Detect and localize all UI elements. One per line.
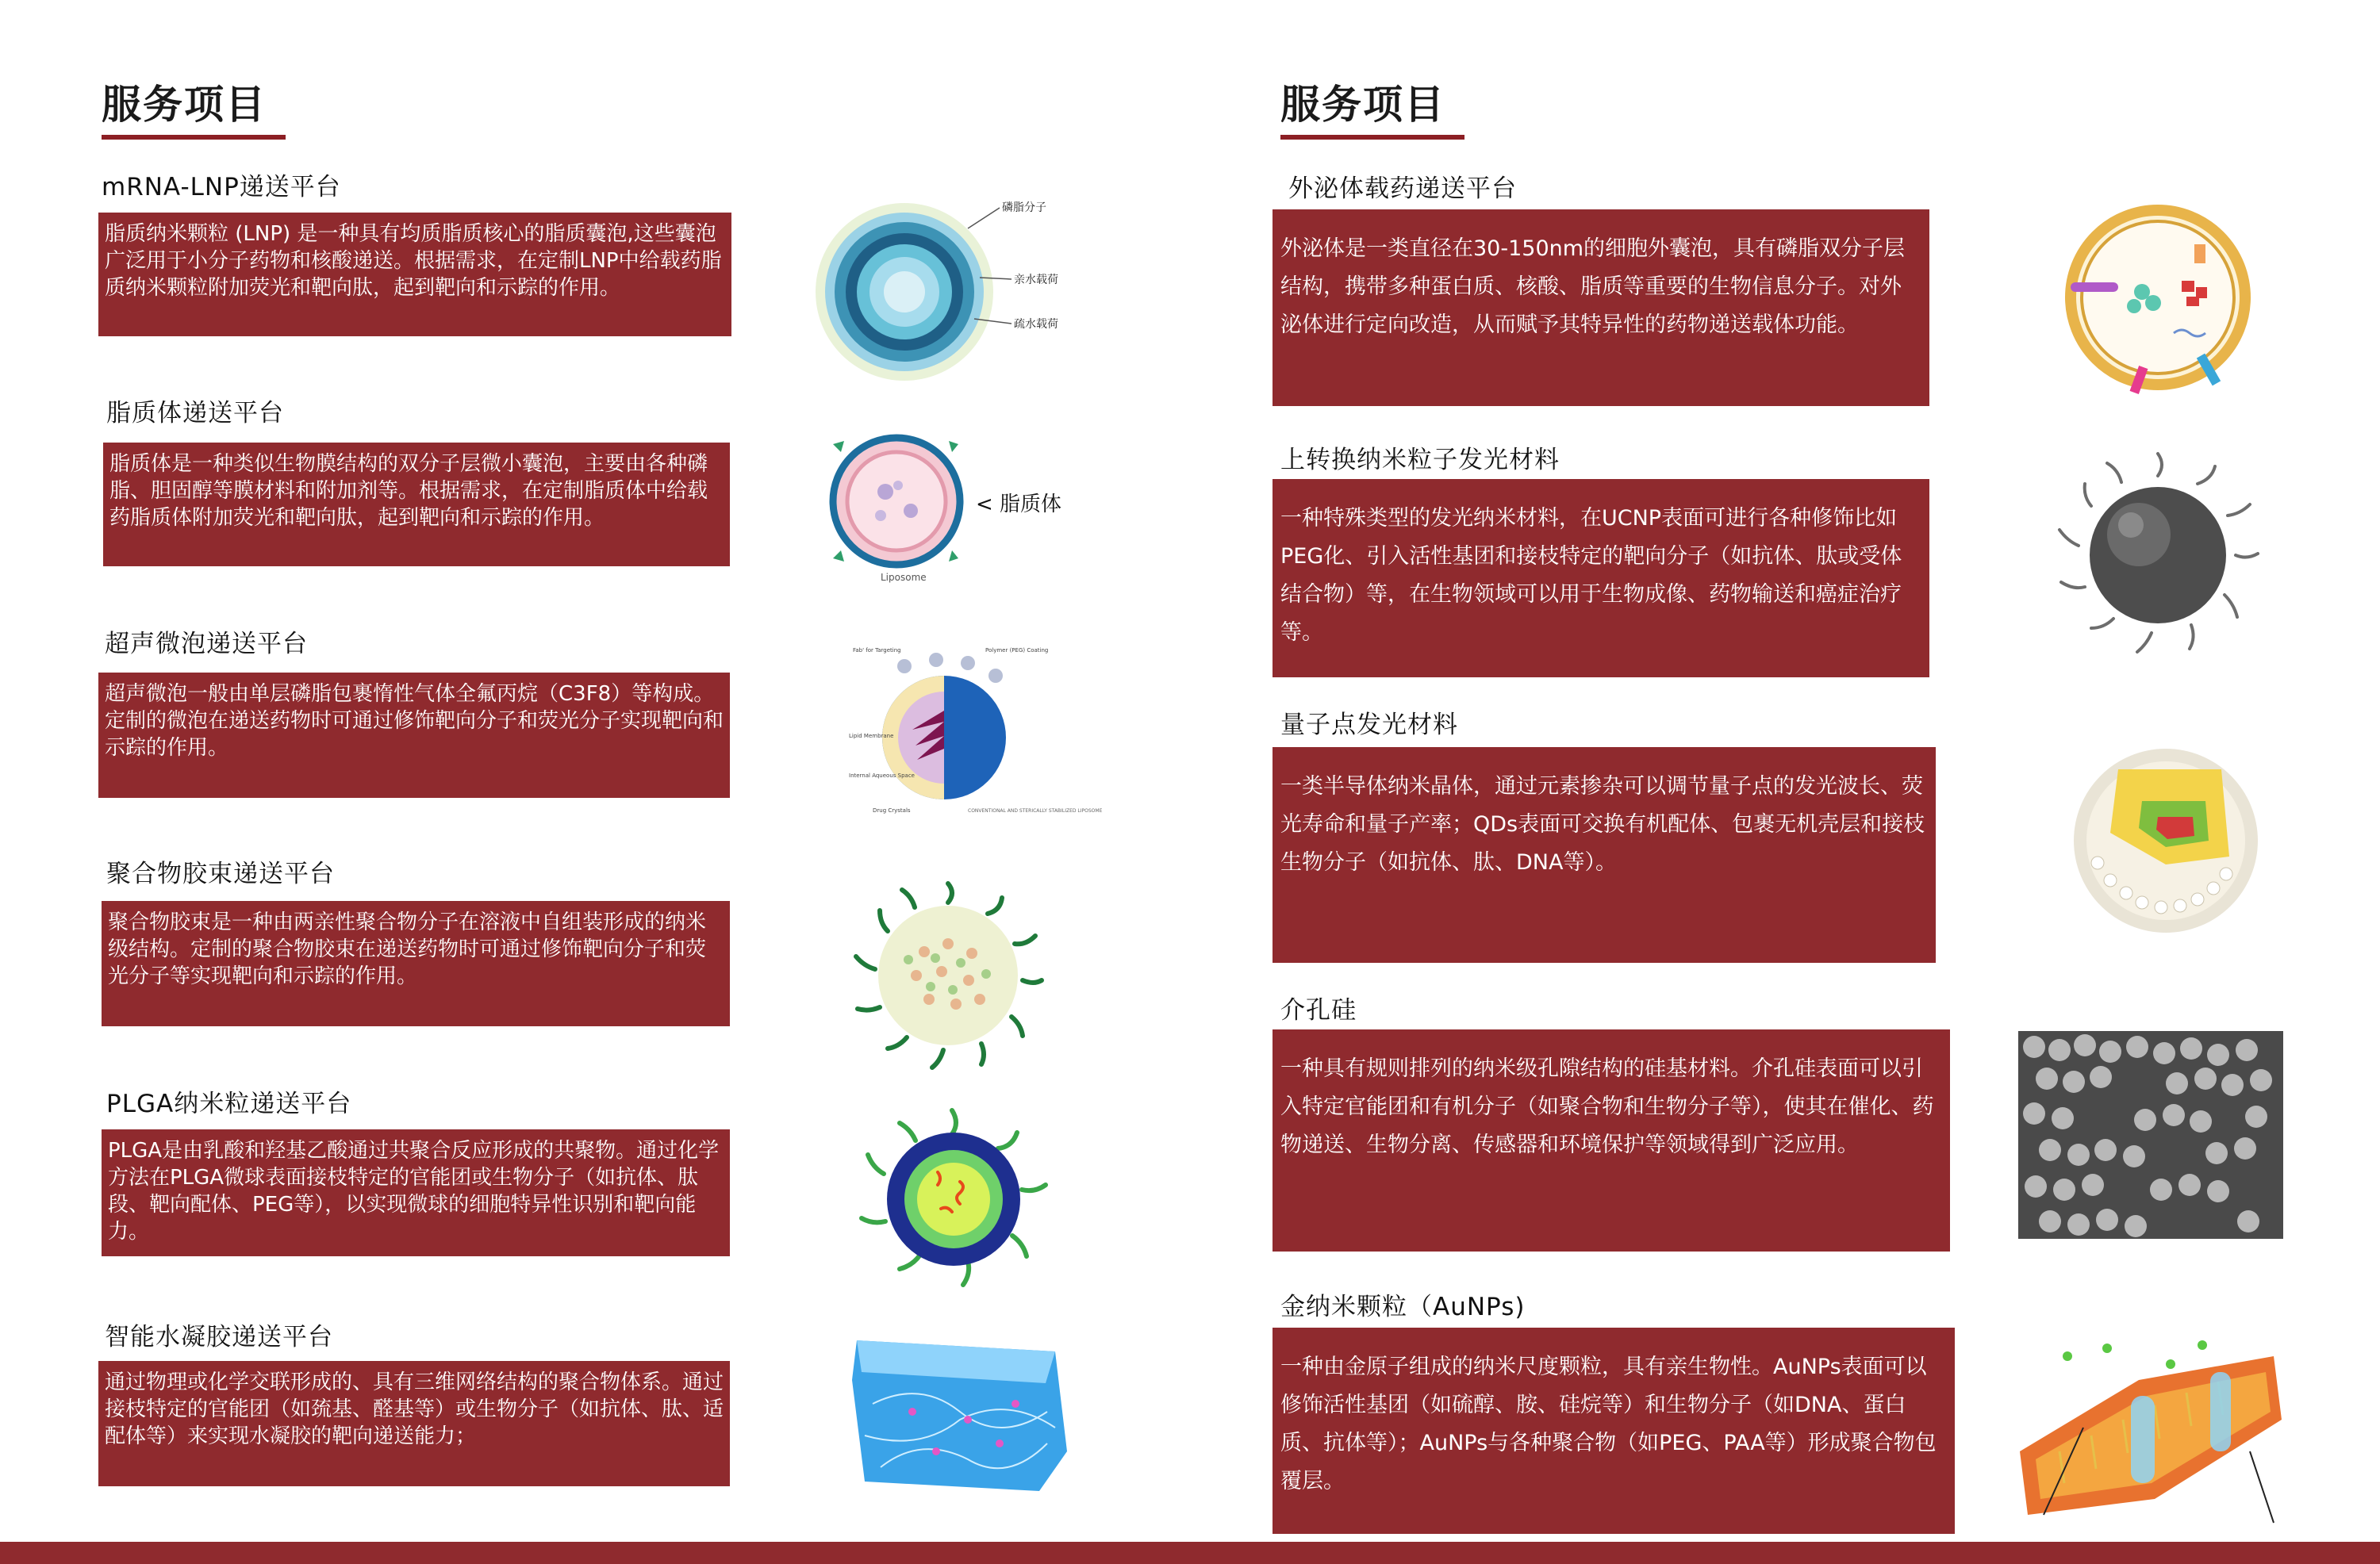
bottom-accent-bar: [0, 1542, 2380, 1564]
microbubble-label-lipid: Lipid Membrane: [849, 733, 894, 739]
microbubble-label-peg: Polymer (PEG) Coating: [985, 647, 1049, 654]
lnp-illustration: [809, 190, 1071, 397]
right-title-underline: [1280, 135, 1464, 140]
right-page-title: 服务项目: [1280, 82, 1445, 128]
liposome-description: 脂质体是一种类似生物膜结构的双分子层微小囊泡，主要由各种磷脂、胆固醇等膜材料和附加剂等。根据需求，在定制脂质体中给载药脂质体附加荧光和靶向肽，起到靶向和示踪的作用。: [103, 443, 730, 566]
microbubble-label-fab: Fab' for Targeting: [853, 647, 901, 654]
quantum-dot-title: 量子点发光材料: [1280, 711, 1458, 739]
quantum-dot-description: 一类半导体纳米晶体，通过元素掺杂可以调节量子点的发光波长、荧光寿命和量子产率；QDs表面可交换有机配体、包裹无机壳层和接枝生物分子（如抗体、肽、DNA等）。: [1273, 747, 1936, 963]
micelle-description: 聚合物胶束是一种由两亲性聚合物分子在溶液中自组装形成的纳米级结构。定制的聚合物胶束在递送药物时可通过修饰靶向分子和荧光分子等实现靶向和示踪的作用。: [102, 901, 730, 1026]
microbubble-title: 超声微泡递送平台: [105, 630, 308, 658]
ucnp-description: 一种特殊类型的发光纳米材料，在UCNP表面可进行各种修饰比如PEG化、引入活性基团和接枝特定的靶向分子（如抗体、肽或受体结合物）等，在生物领域可以用于生物成像、药物输送和癌症治疗等。: [1273, 479, 1929, 677]
mesoporous-silica-description: 一种具有规则排列的纳米级孔隙结构的硅基材料。介孔硅表面可以引入特定官能团和有机分子（如聚合物和生物分子等），使其在催化、药物递送、生物分离、传感器和环境保护等领域得到广泛应用。: [1273, 1029, 1950, 1252]
hydrogel-description: 通过物理或化学交联形成的、具有三维网络结构的聚合物体系。通过接枝特定的官能团（如巯基、醛基等）或生物分子（如抗体、肽、适配体等）来实现水凝胶的靶向递送能力；: [98, 1361, 730, 1486]
exosome-title: 外泌体载药递送平台: [1288, 174, 1517, 203]
left-title-underline: [102, 135, 286, 140]
quantum-dot-illustration: [2063, 738, 2269, 944]
gold-nanoparticle-description: 一种由金原子组成的纳米尺度颗粒，具有亲生物性。AuNPs表面可以修饰活性基团（如硫醇、胺、硅烷等）和生物分子（如DNA、蛋白质、抗体等）；AuNPs与各种聚合物（如PEG、PAA等）形成聚合物包覆层。: [1273, 1328, 1955, 1534]
mesoporous-silica-illustration: [2018, 1031, 2283, 1239]
hydrogel-illustration: [849, 1332, 1075, 1499]
liposome-label-en: Liposome: [881, 572, 927, 583]
gold-nanoparticle-illustration: [2012, 1332, 2285, 1531]
microbubble-illustration: [849, 642, 1103, 841]
ucnp-illustration: [2055, 452, 2261, 658]
plga-description: PLGA是由乳酸和羟基乙酸通过共聚合反应形成的共聚物。通过化学方法在PLGA微球表面接枝特定的官能团或生物分子（如抗体、肽段、靶向配体、PEG等），以实现微球的细胞特异性识别和靶向能力。: [102, 1129, 730, 1256]
micelle-title: 聚合物胶束递送平台: [106, 860, 335, 888]
liposome-label-cn: < 脂质体: [976, 493, 1062, 516]
plga-illustration: [849, 1102, 1063, 1293]
microbubble-label-caption: CONVENTIONAL AND STERICALLY STABILIZED LIPOSOME: [968, 808, 1103, 814]
microbubble-label-drug: Drug Crystals: [873, 807, 911, 814]
lnp-title: mRNA-LNP递送平台: [102, 173, 341, 201]
mesoporous-silica-title: 介孔硅: [1280, 996, 1357, 1025]
liposome-title: 脂质体递送平台: [106, 399, 284, 427]
left-page-title: 服务项目: [102, 82, 267, 128]
microbubble-description: 超声微泡一般由单层磷脂包裹惰性气体全氟丙烷（C3F8）等构成。定制的微泡在递送药物时可通过修饰靶向分子和荧光分子实现靶向和示踪的作用。: [98, 673, 730, 798]
micelle-illustration: [853, 880, 1043, 1071]
exosome-description: 外泌体是一类直径在30-150nm的细胞外囊泡，具有磷脂双分子层结构，携带多种蛋白质、核酸、脂质等重要的生物信息分子。对外泌体进行定向改造，从而赋予其特异性的药物递送载体功能。: [1273, 209, 1929, 406]
ucnp-title: 上转换纳米粒子发光材料: [1280, 446, 1560, 474]
exosome-illustration: [2055, 198, 2261, 397]
lnp-label-phospholipid: 磷脂分子: [1002, 201, 1046, 214]
liposome-illustration: [817, 428, 1087, 587]
hydrogel-title: 智能水凝胶递送平台: [105, 1323, 333, 1351]
plga-title: PLGA纳米粒递送平台: [106, 1090, 352, 1118]
lnp-label-hydrophobic: 疏水载荷: [1014, 318, 1058, 331]
microbubble-label-aqueous: Internal Aqueous Space: [849, 772, 915, 779]
lnp-label-hydrophilic: 亲水载荷: [1014, 274, 1058, 286]
lnp-description: 脂质纳米颗粒 (LNP) 是一种具有均质脂质核心的脂质囊泡,这些囊泡广泛用于小分子药物和核酸递送。根据需求，在定制LNP中给载药脂质纳米颗粒附加荧光和靶向肽，起到靶向和示踪的作用。: [98, 213, 731, 336]
gold-nanoparticle-title: 金纳米颗粒（AuNPs): [1280, 1293, 1526, 1321]
